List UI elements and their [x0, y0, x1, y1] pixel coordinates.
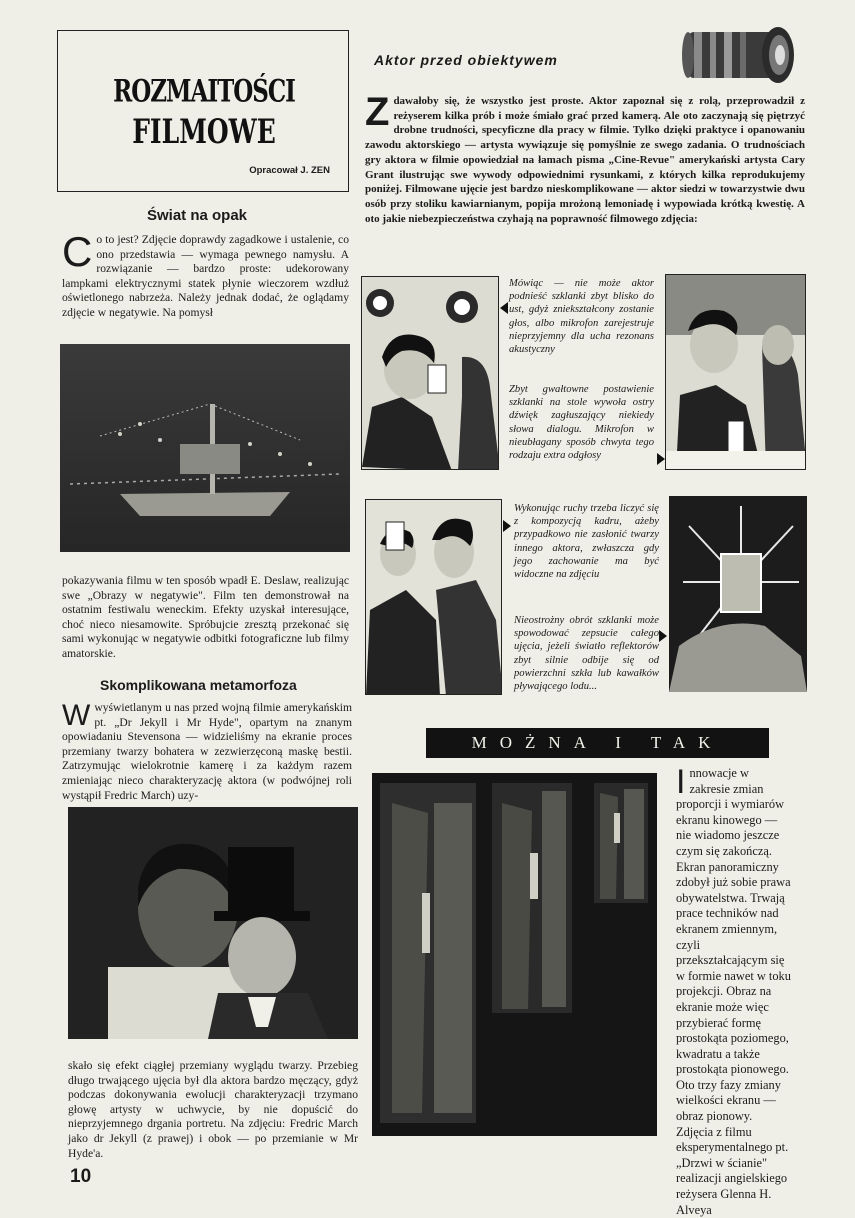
arrow-left-1 [500, 302, 508, 314]
section-title-line2: FILMOWE [132, 112, 276, 152]
illustration-glass-reflection [669, 496, 807, 692]
arrow-right-3 [503, 520, 511, 532]
section-header-box [57, 30, 349, 192]
article-swiat-text1: o to jest? Zdjęcie doprawdy zagadkowe i ustalenie, co ono przedstawia — wymaga pewnego namysłu. A rozwiązanie — bardzo proste: udekorowany lampkami elektrycznymi statek płynie wieczorem wzdłuż oświetlonego nabrzeża. Należy jednak dodać, że oglądamy zdjęcie w negatywie. Na pomysł [62, 233, 349, 319]
article-mozna-text: nnowacje w zakresie zmian proporcji i wymiarów ekranu kinowego — nie wiadomo jeszcze czym się zakończą. Ekran panoramiczny zdobył już sobie prawa obywatelstwa. Trwają prace techników nad ekranem zmiennym, czyli przekształcającym się w formie nawet w toku projekcji. Obraz na ekranie może więc przybierać formę prostokąta poziomego, kwadratu a także prostokąta pionowego. Oto trzy fazy zmiany wielkości ekranu — obraz pionowy. Zdjęcia z filmu eksperymentalnego pt. „Drzwi w ścianie" realizacji angielskiego reżysera Glenna H. Alveya [676, 766, 791, 1217]
drop-cap-i: I [676, 763, 686, 801]
article-metamorfoza-text1: wyświetlanym u nas przed wojną filmie amerykańskim pt. „Dr Jekyll i Mr Hyde", opartym na znanym opowiadaniu Stevensona — widzieliśmy na ekranie proces przemiany twarzy bohatera w zezwierzęconą maskę bestii. Zatrzymując wielokrotnie kamerę i za każdym razem zmieniając nieco charakteryzację aktora (w podwójnej roli wystąpił Fredric March) uzy- [62, 701, 352, 802]
illustration-actor-drinking [361, 276, 499, 470]
section-title-line1: ROZMAITOŚCI [113, 73, 295, 110]
article-aktor-text: dawałoby się, że wszystko jest proste. Aktor zapoznał się z rolą, przeprowadził z reżyserem kilka prób i może śmiało grać przed kamerą. Ale oto zaczynają się piętrzyć drobne trudności, specyficzne dla pracy w filmie. Tylko dzięki praktyce i opanowaniu zawodu aktorskiego — artysta wywiązuje się pomyślnie ze swego zadania. O trudnościach gry aktora w filmie opowiedział na łamach pisma „Cine-Revue" amerykański artysta Cary Grant ilustrując swe wywody odpowiednimi rysunkami, z których kilka reprodukujemy poniżej. Filmowane ujęcie jest bardzo nieskomplikowane — aktor siedzi w towarzystwie dwu osób przy stoliku kawiarnianym, popija mrożoną lemoniadę i wypowiada krótką kwestię. A oto jakie niebezpieczeństwa czyhają na poprawność filmowego zdjęcia: [365, 95, 805, 225]
article-metamorfoza-body2: skało się efekt ciągłej przemiany wyglądu twarzy. Przebieg długo trwającego ujęcia był dla aktora bardzo męczący, gdyż podczas dokonywania ewolucji charakteryzacji trzymano głowę artysty w uchwycie, by nie dopuścić do nieprzyjemnego drgania portretu. Na zdjęciu: Fredric March jako dr Jekyll (z prawej) i obok — po przemianie w Mr Hyde'a. [68, 1059, 358, 1160]
caption-2: Zbyt gwałtowne postawienie szklanki na stole wywoła ostry dźwięk zagłuszający niekiedy słowa dialogu. Mikrofon w nieubłagany sposób chwyta tego rodzaju extra odgłosy [509, 384, 654, 462]
caption-3: Wykonując ruchy trzeba liczyć się z kompozycją kadru, ażeby przypadkowo nie zasłonić twarzy innego aktora, zwłaszcza gdy jego zachowanie ma być widoczne na zdjęciu [514, 503, 659, 581]
photo-jekyll-hyde [68, 807, 358, 1039]
article-swiat-body1 [62, 228, 349, 321]
illustration-actor-table [665, 274, 806, 470]
arrow-right-4 [659, 630, 667, 642]
drop-cap-c: C [62, 228, 93, 275]
photo-drzwi-w-scianie [372, 773, 657, 1136]
byline: Opracował J. ZEN [249, 165, 330, 176]
article-mozna-body [676, 763, 791, 1218]
drop-cap-z: Z [365, 90, 390, 134]
article-aktor-body [365, 90, 805, 226]
section-title [58, 73, 350, 152]
article-mozna-title: MOŻNA I TAK [471, 733, 724, 752]
article-metamorfoza-title: Skomplikowana metamorfoza [100, 677, 297, 693]
page-number: 10 [70, 1166, 92, 1187]
caption-1: Mówiąc — nie może aktor podnieść szklanki zbyt blisko do ust, gdyż zniekształcony zostanie głos, albo mikrofon zarejestruje nieprzyjemny dla ucha rezonans akustyczny [509, 278, 654, 356]
caption-4: Nieostrożny obrót szklanki może spowodować zepsucie całego ujęcia, jeżeli światło reflektorów zbyt silnie odbije się od powierzchni szkła lub kawałków pływającego lodu... [514, 615, 659, 693]
drop-cap-w: W [62, 699, 91, 732]
camera-lens-illustration [674, 20, 798, 90]
article-swiat-body2: pokazywania filmu w ten sposób wpadł E. Deslaw, realizując swe „Obrazy w negatywie". Film ten demonstrował na ostatnim festiwalu weneckim. Efekty uzyskał interesujące, choć nieco niesamowite. Spróbujcie zresztą przekonać się sami wykonując w negatywie odbitki fotograficzne lub filmy amatorskie. [62, 574, 349, 660]
article-mozna-title-bar [426, 728, 769, 758]
article-swiat-title: Świat na opak [147, 207, 248, 224]
illustration-actor-raising-glass [365, 499, 502, 695]
article-metamorfoza-body1 [62, 701, 352, 803]
photo-negative-ship [60, 344, 350, 552]
article-aktor-title: Aktor przed obiektywem [374, 52, 558, 68]
arrow-right-2 [657, 453, 665, 465]
